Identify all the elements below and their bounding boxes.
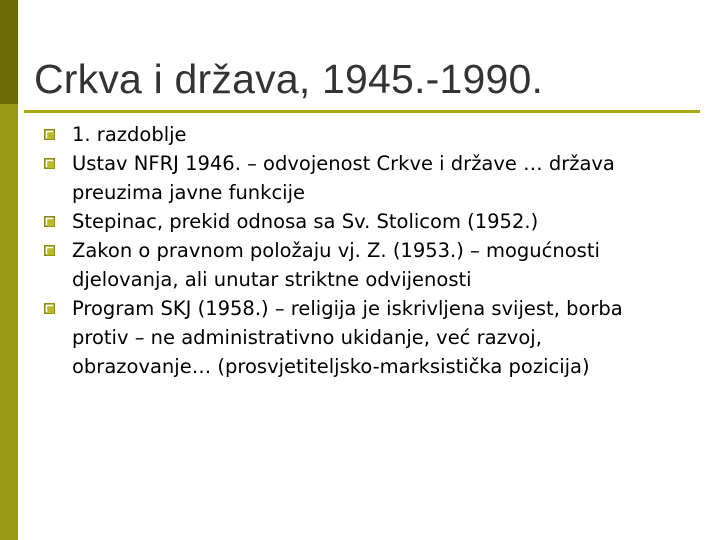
bullet-item — [44, 294, 684, 381]
bullet-item — [44, 207, 684, 236]
hollow-square-bullet-icon — [44, 149, 72, 178]
hollow-square-bullet-icon — [44, 294, 72, 323]
bullet-text: Stepinac, prekid odnosa sa Sv. Stolicom (1952.) — [72, 210, 539, 233]
bullet-item — [44, 236, 684, 294]
hollow-square-bullet-icon — [44, 236, 72, 265]
bullet-text: Program SKJ (1958.) – religija je iskrivljena svijest, borba protiv – ne administrativno ukidanje, već razvoj, obrazovanje… (prosvjetiteljsko-marksistička pozicija) — [72, 297, 623, 378]
bullet-text: Zakon o pravnom položaju vj. Z. (1953.) – mogućnosti djelovanja, ali unutar striktne odvijenosti — [72, 239, 600, 291]
hollow-square-bullet-icon — [44, 207, 72, 236]
left-accent-bar-light-segment — [0, 104, 18, 540]
bullet-text: Ustav NFRJ 1946. – odvojenost Crkve i države … država preuzima javne funkcije — [72, 152, 615, 204]
slide-title: Crkva i država, 1945.-1990. — [34, 56, 544, 102]
left-accent-bar-dark-segment — [0, 0, 18, 104]
bullet-list — [44, 120, 684, 381]
hollow-square-bullet-icon — [44, 120, 72, 149]
left-accent-bar — [0, 0, 18, 540]
bullet-text: 1. razdoblje — [72, 123, 187, 146]
bullet-item — [44, 149, 684, 207]
title-underline — [24, 110, 700, 113]
bullet-item — [44, 120, 684, 149]
